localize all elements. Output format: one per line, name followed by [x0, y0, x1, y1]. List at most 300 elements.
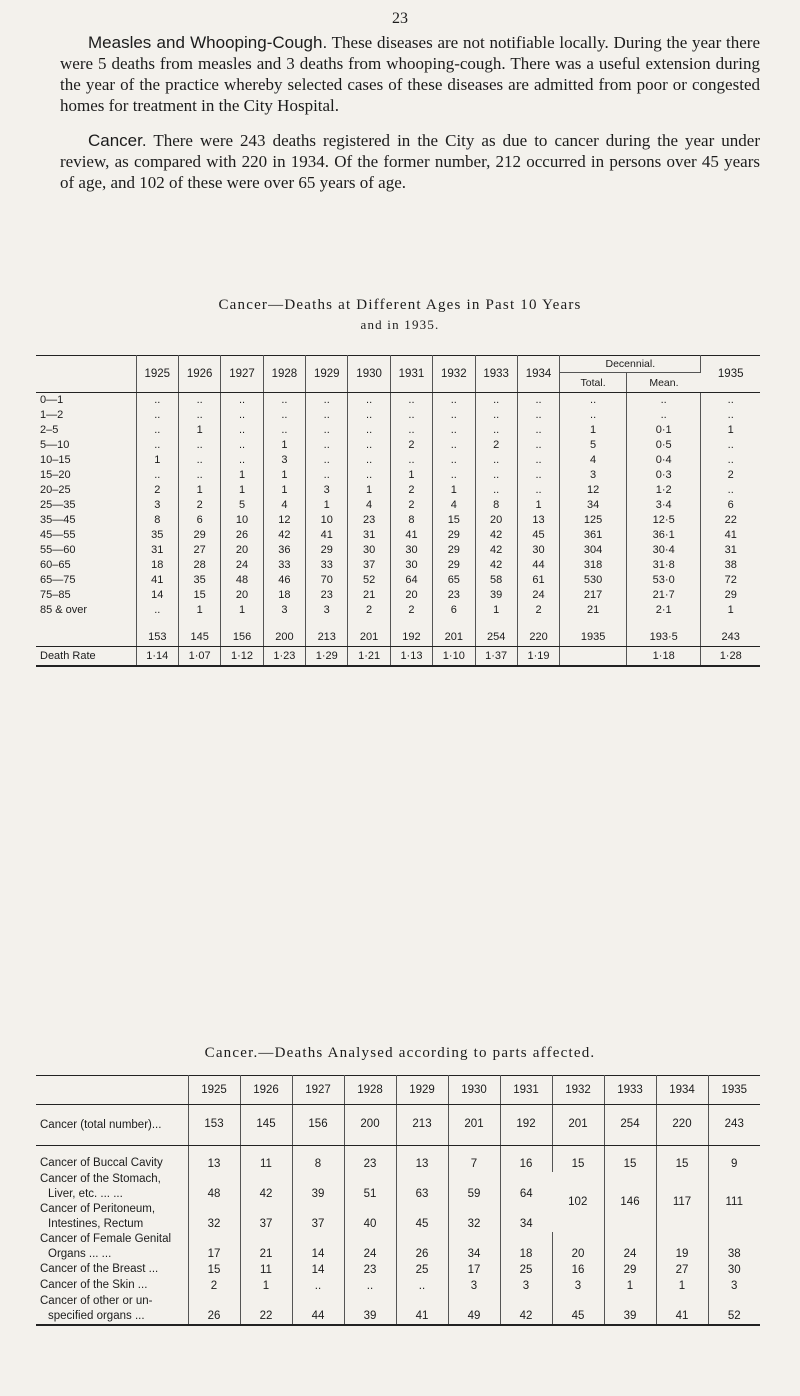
value-cell: 38 — [727, 1247, 741, 1260]
value-cell: 2 — [136, 483, 178, 498]
table1-title-line2: and in 1935. — [360, 317, 440, 332]
row-label — [36, 1172, 188, 1202]
value-cell: 18 — [263, 588, 305, 603]
value-cell: 201 — [433, 628, 475, 647]
value-cell: 201 — [348, 628, 390, 647]
value-cell: 11 — [240, 1156, 292, 1172]
value-cell: .. — [348, 438, 390, 453]
value-cell: 33 — [306, 558, 348, 573]
value-cell: 31 — [348, 528, 390, 543]
value-cell: 10 — [221, 513, 263, 528]
year-header: 1928 — [344, 1076, 396, 1105]
value-cell: .. — [292, 1278, 344, 1294]
year-header: 1926 — [178, 356, 220, 393]
value-cell: 220 — [517, 628, 559, 647]
value-cell: 30 — [390, 558, 432, 573]
empty-cell — [552, 1146, 604, 1156]
decennial-mean-cell: 0·4 — [626, 453, 700, 468]
value-cell: 3 — [500, 1278, 552, 1294]
value-cell: 10 — [306, 513, 348, 528]
value-cell: 40 — [344, 1202, 396, 1232]
value-cell: 30 — [390, 543, 432, 558]
value-cell: .. — [136, 393, 178, 408]
parts-affected-table — [36, 1075, 760, 1326]
value-cell: .. — [136, 423, 178, 438]
measles-text: These diseases are not notifiable locally. During the year there were 5 deaths from measles and 3 deaths from whooping-cough. There was a useful extension during the year of the practice whereby selected cases of these diseases are admitted from poor or congested homes for treatment in the City Hospital. — [60, 33, 760, 115]
decennial-mean-cell: 2·1 — [626, 603, 700, 618]
decennial-total-header: Total. — [560, 373, 627, 393]
row-label — [36, 1202, 188, 1232]
value-cell: 3 — [552, 1278, 604, 1294]
value-cell: 1·37 — [475, 646, 517, 666]
empty-cell — [390, 618, 432, 628]
label-line-1: Cancer of other or un- — [40, 1294, 153, 1307]
year-1935-cell: 2 — [727, 469, 734, 481]
empty-cell — [221, 618, 263, 628]
year-header: 1927 — [292, 1076, 344, 1105]
value-cell: 24 — [517, 588, 559, 603]
value-cell: .. — [306, 423, 348, 438]
value-cell: 34 — [519, 1217, 533, 1230]
empty-cell — [188, 1146, 240, 1156]
value-cell: 49 — [448, 1294, 500, 1325]
year-1935-cell: 38 — [724, 559, 737, 571]
value-cell: .. — [178, 393, 220, 408]
age-cell: 25—35 — [36, 498, 136, 513]
empty-cell — [708, 1146, 760, 1156]
value-cell: 2 — [348, 603, 390, 618]
age-cell: 10–15 — [36, 453, 136, 468]
value-cell: 18 — [500, 1232, 552, 1262]
value-cell: .. — [517, 438, 559, 453]
year-1935-cell: 72 — [724, 574, 737, 586]
value-cell: .. — [221, 453, 263, 468]
decennial-total-cell: .. — [560, 408, 627, 423]
value-cell: 201 — [448, 1105, 500, 1146]
table1-title-line1: Cancer—Deaths at Different Ages in Past 10 Years — [218, 297, 582, 313]
label-line-1: Cancer of Female Genital — [40, 1232, 172, 1245]
value-cell: 200 — [344, 1105, 396, 1146]
age-row — [36, 603, 760, 618]
value-cell: 1 — [178, 423, 220, 438]
value-cell: 1 — [348, 483, 390, 498]
age-row — [36, 528, 760, 543]
value-cell: 44 — [292, 1294, 344, 1325]
death-rate-row — [36, 646, 760, 666]
value-cell: 29 — [178, 528, 220, 543]
value-cell: 1·19 — [517, 646, 559, 666]
value-cell: 5 — [221, 498, 263, 513]
cancer-heading: Cancer. — [88, 131, 147, 150]
value-cell: 41 — [390, 528, 432, 543]
age-cell: 60–65 — [36, 558, 136, 573]
value-cell: 42 — [263, 528, 305, 543]
age-cell: 20–25 — [36, 483, 136, 498]
value-cell: 14 — [136, 588, 178, 603]
decennial-mean-cell: 1·18 — [626, 646, 700, 666]
value-cell: 41 — [136, 573, 178, 588]
value-cell: 153 — [188, 1105, 240, 1146]
value-cell: .. — [433, 468, 475, 483]
value-cell: 2 — [178, 498, 220, 513]
empty-cell — [517, 618, 559, 628]
value-cell: .. — [344, 1278, 396, 1294]
value-cell: 42 — [240, 1172, 292, 1202]
value-cell: 192 — [500, 1105, 552, 1146]
value-cell: 192 — [390, 628, 432, 647]
age-cell: 85 & over — [36, 603, 136, 618]
value-cell: 201 — [552, 1105, 604, 1146]
value-cell: 23 — [306, 588, 348, 603]
row-label: Cancer (total number)... — [36, 1105, 188, 1146]
table2-title: Cancer.—Deaths Analysed according to parts affected. — [204, 1045, 596, 1061]
value-cell: 45 — [396, 1202, 448, 1232]
value-cell: 29 — [433, 558, 475, 573]
value-cell: 20 — [552, 1232, 604, 1262]
age-cell: Death Rate — [36, 646, 136, 666]
value-cell: .. — [475, 393, 517, 408]
value-cell: 26 — [188, 1294, 240, 1325]
decennial-total-cell: 3 — [560, 468, 627, 483]
value-cell: .. — [306, 453, 348, 468]
age-row — [36, 483, 760, 498]
value-cell: 16 — [552, 1262, 604, 1278]
value-cell: 243 — [708, 1105, 760, 1146]
value-cell: 15 — [188, 1262, 240, 1278]
value-cell: 37 — [292, 1202, 344, 1232]
value-cell: .. — [433, 393, 475, 408]
age-row — [36, 498, 760, 513]
value-cell: 14 — [292, 1232, 344, 1262]
age-row — [36, 588, 760, 603]
empty-cell — [604, 1146, 656, 1156]
cancer-total-row — [36, 1105, 760, 1146]
value-cell: 45 — [552, 1294, 604, 1325]
decennial-total-cell: 12 — [560, 483, 627, 498]
value-cell: 26 — [221, 528, 263, 543]
value-cell: 8 — [136, 513, 178, 528]
value-cell: 1 — [390, 468, 432, 483]
value-cell: 37 — [240, 1202, 292, 1232]
decennial-total-cell: 125 — [560, 513, 627, 528]
value-cell: 13 — [396, 1156, 448, 1172]
value-cell: 2 — [188, 1278, 240, 1294]
decennial-header: Decennial. — [560, 356, 701, 373]
value-cell: 22 — [240, 1294, 292, 1325]
site-row — [36, 1172, 760, 1202]
value-cell: 18 — [136, 558, 178, 573]
value-cell: 45 — [517, 528, 559, 543]
value-cell: .. — [306, 408, 348, 423]
age-row — [36, 573, 760, 588]
value-cell: 27 — [656, 1262, 708, 1278]
row-label — [36, 1294, 188, 1325]
value-cell: 6 — [178, 513, 220, 528]
age-row — [36, 438, 760, 453]
value-cell: 2 — [390, 438, 432, 453]
value-cell: 145 — [178, 628, 220, 647]
value-cell: .. — [178, 468, 220, 483]
age-row — [36, 558, 760, 573]
value-cell: .. — [390, 453, 432, 468]
value-cell: 23 — [348, 513, 390, 528]
value-cell: 25 — [500, 1262, 552, 1278]
page-number: 23 — [392, 10, 408, 27]
value-cell: 8 — [475, 498, 517, 513]
year-header: 1932 — [433, 356, 475, 393]
value-cell: 20 — [221, 543, 263, 558]
value-cell: .. — [263, 393, 305, 408]
value-cell: 29 — [604, 1262, 656, 1278]
decennial-total-cell: 1935 — [560, 628, 627, 647]
value-cell: 39 — [292, 1172, 344, 1202]
value-cell: 35 — [178, 573, 220, 588]
value-cell: 254 — [475, 628, 517, 647]
value-cell: 3 — [136, 498, 178, 513]
empty-cell — [433, 618, 475, 628]
value-cell: .. — [306, 468, 348, 483]
value-cell: 9 — [731, 1157, 738, 1170]
value-cell: .. — [348, 453, 390, 468]
value-cell: .. — [475, 468, 517, 483]
value-cell: 29 — [306, 543, 348, 558]
value-cell: 65 — [433, 573, 475, 588]
value-cell: 1 — [263, 483, 305, 498]
age-row — [36, 513, 760, 528]
value-cell: 44 — [517, 558, 559, 573]
measles-paragraph — [60, 32, 760, 116]
empty-cell — [701, 618, 760, 628]
value-cell: 51 — [344, 1172, 396, 1202]
decennial-total-cell: 530 — [560, 573, 627, 588]
age-cell: 65—75 — [36, 573, 136, 588]
year-1935-cell: 243 — [701, 628, 760, 647]
year-1935-cell: .. — [727, 409, 734, 421]
age-row — [36, 543, 760, 558]
label-line-1: Cancer of Peritoneum, — [40, 1202, 156, 1215]
value-cell: 39 — [475, 588, 517, 603]
value-cell: 41 — [656, 1294, 708, 1325]
value-cell: .. — [390, 393, 432, 408]
empty-cell — [240, 1146, 292, 1156]
value-cell: 15 — [433, 513, 475, 528]
row-label — [36, 1278, 188, 1294]
decennial-mean-cell: 21·7 — [626, 588, 700, 603]
value-cell: 1 — [178, 603, 220, 618]
year-header: 1930 — [348, 356, 390, 393]
value-cell: .. — [263, 423, 305, 438]
empty-cell — [36, 618, 136, 628]
year-1935-cell: 1 — [727, 424, 734, 436]
age-cell: 5—10 — [36, 438, 136, 453]
value-cell: 32 — [448, 1202, 500, 1232]
value-cell: 13 — [517, 513, 559, 528]
value-cell: .. — [396, 1278, 448, 1294]
age-cell: 15–20 — [36, 468, 136, 483]
value-cell: 220 — [656, 1105, 708, 1146]
spacer-row — [36, 618, 760, 628]
year-header: 1925 — [136, 356, 178, 393]
year-header: 1926 — [240, 1076, 292, 1105]
year-header: 1927 — [221, 356, 263, 393]
value-cell: 153 — [136, 628, 178, 647]
decennial-mean-cell: 53·0 — [626, 573, 700, 588]
value-cell: .. — [221, 393, 263, 408]
value-cell: 35 — [136, 528, 178, 543]
decennial-mean-cell: 3·4 — [626, 498, 700, 513]
value-cell: 1 — [306, 498, 348, 513]
year-header: 1928 — [263, 356, 305, 393]
year-header: 1929 — [396, 1076, 448, 1105]
value-cell: 213 — [306, 628, 348, 647]
value-cell: .. — [221, 408, 263, 423]
value-cell: .. — [517, 468, 559, 483]
value-cell: 1 — [136, 453, 178, 468]
site-row — [36, 1262, 760, 1278]
value-cell: 213 — [396, 1105, 448, 1146]
value-cell: .. — [433, 453, 475, 468]
value-cell: .. — [263, 408, 305, 423]
value-cell: .. — [433, 423, 475, 438]
year-1935-cell: 22 — [724, 514, 737, 526]
value-cell: 39 — [344, 1294, 396, 1325]
site-row — [36, 1294, 760, 1325]
cancer-text: There were 243 deaths registered in the City as due to cancer during the year under review, as compared with 220 in 1934. Of the former number, 212 occurred in persons over 45 years of age, and 102 of these were over 65 years of age. — [60, 131, 760, 192]
value-cell: 1·10 — [433, 646, 475, 666]
value-cell: .. — [136, 438, 178, 453]
decennial-mean-cell: 36·1 — [626, 528, 700, 543]
value-cell: 52 — [727, 1309, 741, 1322]
decennial-total-cell: 304 — [560, 543, 627, 558]
value-cell: 1 — [221, 483, 263, 498]
value-cell: 4 — [348, 498, 390, 513]
value-cell: 1 — [221, 468, 263, 483]
age-header — [36, 356, 136, 393]
value-cell: 2 — [390, 498, 432, 513]
value-cell: 24 — [604, 1232, 656, 1262]
value-cell: .. — [475, 453, 517, 468]
value-cell: 7 — [448, 1156, 500, 1172]
value-cell: 23 — [433, 588, 475, 603]
value-cell: 41 — [306, 528, 348, 543]
decennial-mean-cell: 0·5 — [626, 438, 700, 453]
label-header — [36, 1076, 188, 1105]
year-1935-cell: .. — [727, 454, 734, 466]
combined-value-cell: 146 — [604, 1172, 656, 1232]
empty-cell — [263, 618, 305, 628]
year-header: 1933 — [604, 1076, 656, 1105]
value-cell: 1 — [604, 1278, 656, 1294]
year-header: 1934 — [517, 356, 559, 393]
year-header: 1929 — [306, 356, 348, 393]
value-cell: 23 — [344, 1156, 396, 1172]
empty-cell — [344, 1146, 396, 1156]
decennial-mean-cell: 30·4 — [626, 543, 700, 558]
value-cell: .. — [178, 438, 220, 453]
measles-heading: Measles and Whooping-Cough. — [88, 33, 328, 52]
value-cell: 1·13 — [390, 646, 432, 666]
value-cell: .. — [517, 423, 559, 438]
decennial-mean-header: Mean. — [626, 373, 700, 393]
value-cell: 29 — [433, 543, 475, 558]
label-line-1: Cancer of the Breast ... — [40, 1263, 159, 1275]
value-cell: 1·07 — [178, 646, 220, 666]
value-cell: 70 — [306, 573, 348, 588]
year-header: 1933 — [475, 356, 517, 393]
value-cell: .. — [433, 408, 475, 423]
value-cell: 46 — [263, 573, 305, 588]
value-cell: 24 — [221, 558, 263, 573]
value-cell: 3 — [306, 483, 348, 498]
year-1935-cell: 41 — [724, 529, 737, 541]
combined-value-cell: 117 — [656, 1172, 708, 1232]
value-cell: .. — [433, 438, 475, 453]
decennial-total-cell: 34 — [560, 498, 627, 513]
value-cell: 19 — [656, 1232, 708, 1262]
value-cell: 34 — [448, 1232, 500, 1262]
year-1935-cell: .. — [727, 484, 734, 496]
value-cell: 14 — [292, 1262, 344, 1278]
value-cell: 42 — [475, 543, 517, 558]
value-cell: 41 — [396, 1294, 448, 1325]
row-label — [36, 1232, 188, 1262]
table1-header-row — [36, 356, 760, 373]
value-cell: 1·23 — [263, 646, 305, 666]
value-cell: .. — [348, 393, 390, 408]
value-cell: 21 — [348, 588, 390, 603]
empty-cell — [626, 618, 700, 628]
decennial-mean-cell: 193·5 — [626, 628, 700, 647]
value-cell: 58 — [475, 573, 517, 588]
year-1935-cell: 1·28 — [719, 649, 742, 662]
value-cell: 1·14 — [136, 646, 178, 666]
site-row — [36, 1278, 760, 1294]
value-cell: 42 — [475, 558, 517, 573]
value-cell: 3 — [448, 1278, 500, 1294]
value-cell: 12 — [263, 513, 305, 528]
table2-header-row — [36, 1076, 760, 1105]
row-label — [36, 1262, 188, 1278]
value-cell: 63 — [396, 1172, 448, 1202]
label-line-2: Intestines, Rectum — [48, 1217, 144, 1230]
age-cell — [36, 628, 136, 647]
year-1935-cell: .. — [727, 439, 734, 451]
value-cell: 31 — [136, 543, 178, 558]
value-cell: .. — [475, 408, 517, 423]
value-cell: 1 — [475, 603, 517, 618]
totals-row — [36, 628, 760, 647]
empty-cell — [396, 1146, 448, 1156]
decennial-total-cell: 318 — [560, 558, 627, 573]
value-cell: 1 — [178, 483, 220, 498]
value-cell: 1 — [263, 438, 305, 453]
value-cell: 1 — [221, 603, 263, 618]
value-cell: 1 — [517, 498, 559, 513]
decennial-mean-cell: 0·3 — [626, 468, 700, 483]
value-cell: 2 — [517, 603, 559, 618]
value-cell: 20 — [475, 513, 517, 528]
value-cell: 200 — [263, 628, 305, 647]
value-cell: 1 — [263, 468, 305, 483]
decennial-total-cell: 21 — [560, 603, 627, 618]
year-header: 1935 — [708, 1076, 760, 1105]
value-cell: 59 — [448, 1172, 500, 1202]
year-header: 1932 — [552, 1076, 604, 1105]
age-cell: 1—2 — [36, 408, 136, 423]
empty-cell — [306, 618, 348, 628]
value-cell: 8 — [292, 1156, 344, 1172]
value-cell: 26 — [396, 1232, 448, 1262]
